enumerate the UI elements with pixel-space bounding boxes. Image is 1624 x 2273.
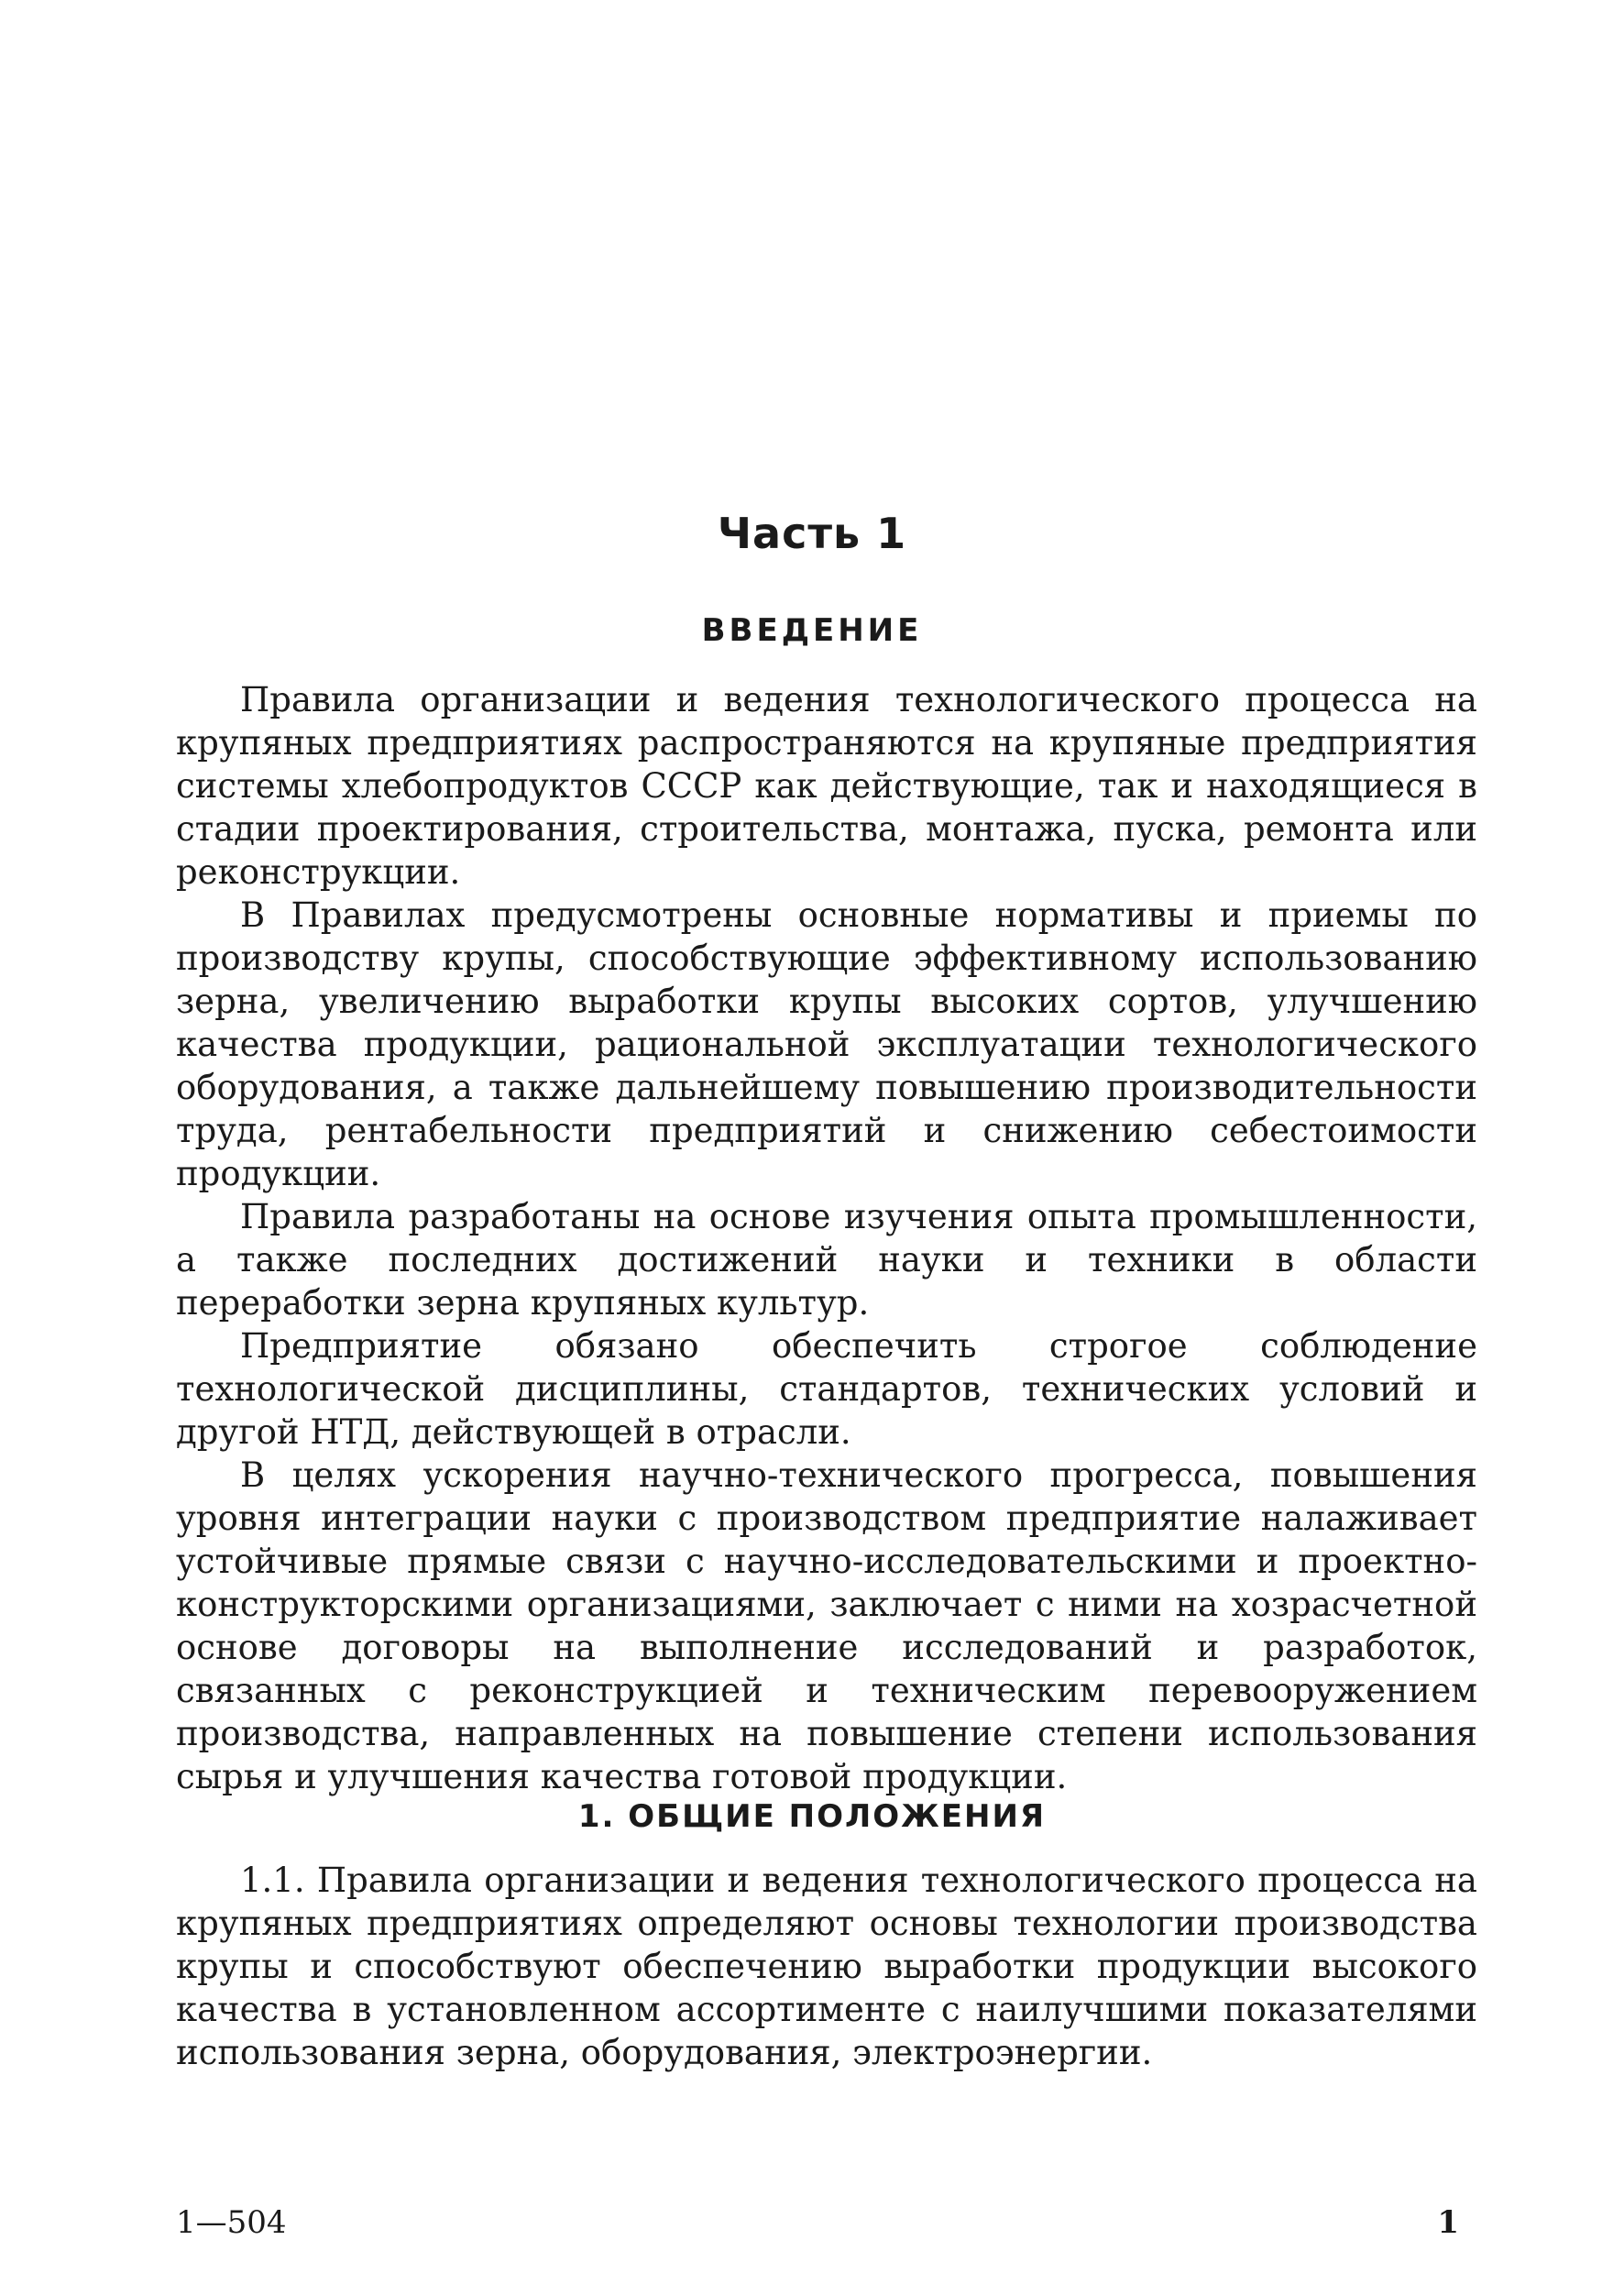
footer-print-code: 1—504	[176, 2204, 287, 2241]
general-provisions-heading: 1. ОБЩИЕ ПОЛОЖЕНИЯ	[577, 1798, 1047, 1835]
general-paragraph: 1.1. Правила организации и ведения технологического процесса на крупяных предприятиях определяют основы технологии производства крупы и способствуют обеспечению выработки продукции высокого качества в установленном ассортименте с наилучшими показателями использования зерна, оборудования, электроэнергии.	[176, 1861, 1477, 2072]
intro-paragraph: В целях ускорения научно-технического прогресса, повышения уровня интеграции науки с производством предприятие налаживает устойчивые прямые связи с научно-исследовательскими и проектно-конструкторскими организациями, заключает с ними на хозрасчетной основе договоры на выполнение исследований и разработок, связанных с реконструкцией и техническим перевооружением производства, направленных на повышение степени использования сырья и улучшения качества готовой продукции.	[176, 1455, 1477, 1796]
intro-paragraph: Предприятие обязано обеспечить строгое соблюдение технологической дисциплины, стандартов, технических условий и другой НТД, действующей в отрасли.	[176, 1326, 1477, 1452]
page-number: 1	[1437, 2204, 1459, 2241]
intro-heading: ВВЕДЕНИЕ	[701, 612, 923, 649]
intro-paragraph: Правила разработаны на основе изучения опыта промышленности, а также последних достижений науки и техники в области переработки зерна крупяных культур.	[176, 1197, 1477, 1323]
intro-paragraph: В Правилах предусмотрены основные нормативы и приемы по производству крупы, способствующие эффективному использованию зерна, увеличению выработки крупы высоких сортов, улучшению качества продукции, рациональной эксплуатации технологического оборудования, а также дальнейшему повышению производительности труда, рентабельности предприятий и снижению себестоимости продукции.	[176, 895, 1477, 1193]
intro-text	[176, 678, 1477, 1798]
intro-paragraph: Правила организации и ведения технологического процесса на крупяных предприятиях распространяются на крупяные предприятия системы хлебопродуктов СССР как действующие, так и находящиеся в стадии проектирования, строительства, монтажа, пуска, ремонта или реконструкции.	[176, 680, 1477, 892]
general-provisions-text	[176, 1859, 1477, 2074]
part-title: Часть 1	[717, 509, 907, 558]
